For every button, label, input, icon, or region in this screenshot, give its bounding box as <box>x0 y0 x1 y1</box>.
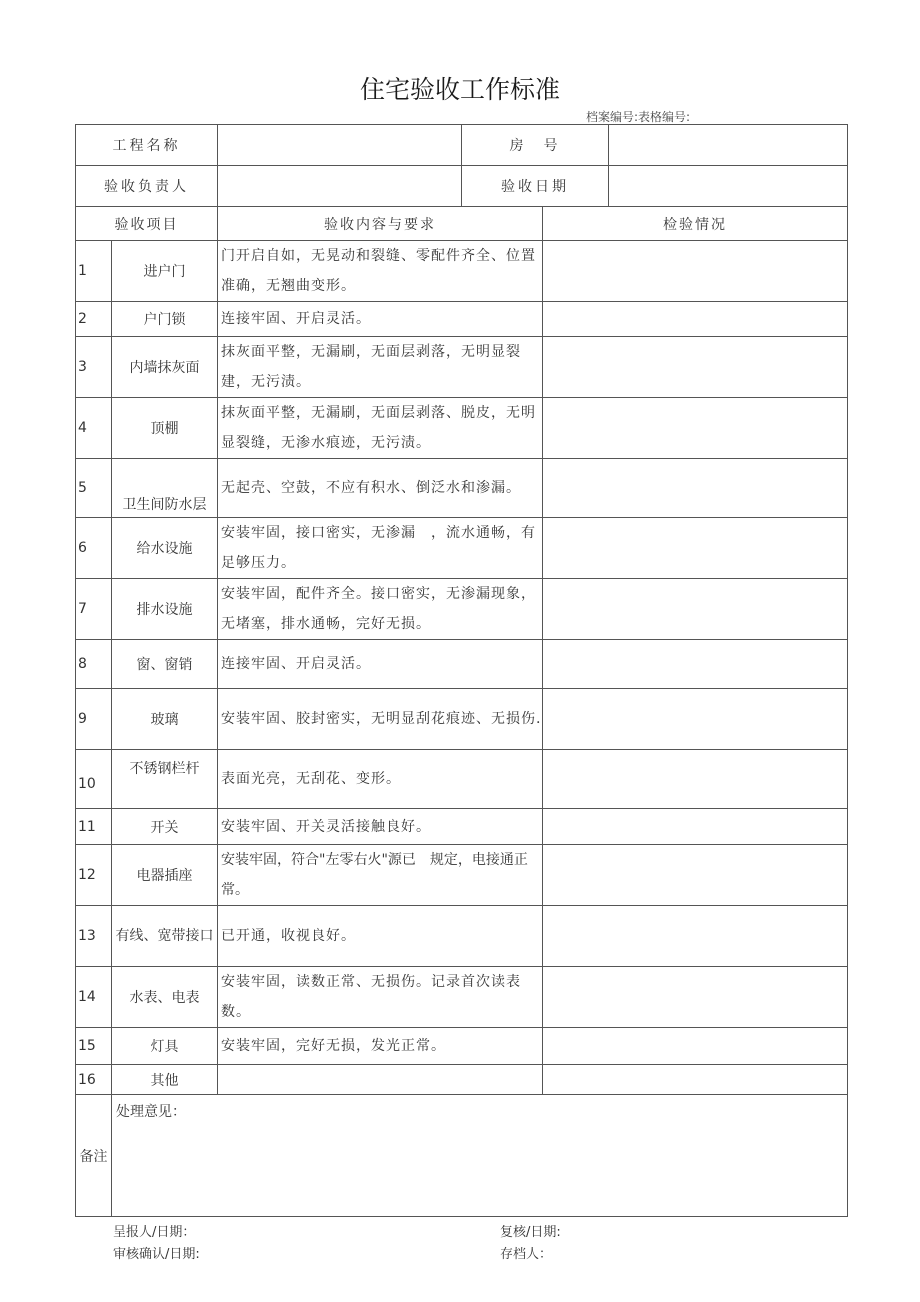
row-result-field[interactable] <box>543 337 848 398</box>
row-item: 卫生间防水层 <box>112 459 218 518</box>
row-number: 1 <box>76 241 112 302</box>
row-result-field[interactable] <box>543 967 848 1028</box>
row-result-field[interactable] <box>543 640 848 689</box>
row-item: 玻璃 <box>112 689 218 750</box>
row-number: 15 <box>76 1028 112 1065</box>
table-row <box>76 689 848 750</box>
remarks-field[interactable] <box>112 1095 848 1217</box>
date-label: 验收日期 <box>462 166 609 207</box>
column-result: 检验情况 <box>543 207 848 241</box>
row-result-field[interactable] <box>543 689 848 750</box>
row-item: 顶棚 <box>112 398 218 459</box>
table-row <box>76 579 848 640</box>
table-row <box>76 1028 848 1065</box>
row-item: 排水设施 <box>112 579 218 640</box>
row-item: 电器插座 <box>112 845 218 906</box>
table-row <box>76 809 848 845</box>
table-row <box>76 906 848 967</box>
row-content: 抹灰面平整，无漏刷，无面层剥落、脱皮，无明显裂缝，无渗水痕迹，无污渍。 <box>218 398 543 459</box>
room-no-label: 房 号 <box>462 125 609 166</box>
row-number: 11 <box>76 809 112 845</box>
row-content: 安装牢固，完好无损，发光正常。 <box>218 1028 543 1065</box>
remarks-label: 备注 <box>76 1095 112 1217</box>
row-item: 进户门 <box>112 241 218 302</box>
row-result-field[interactable] <box>543 1065 848 1095</box>
table-row <box>76 967 848 1028</box>
row-content: 安装牢固，符合"左零右火"源已 规定，电接通正常。 <box>218 845 543 906</box>
row-item: 窗、窗销 <box>112 640 218 689</box>
row-number: 14 <box>76 967 112 1028</box>
project-name-label: 工程名称 <box>76 125 218 166</box>
row-number: 7 <box>76 579 112 640</box>
row-content: 门开启自如，无晃动和裂缝、零配件齐全、位置准确，无翘曲变形。 <box>218 241 543 302</box>
row-item: 水表、电表 <box>112 967 218 1028</box>
remarks-row <box>76 1095 848 1217</box>
row-result-field[interactable] <box>543 241 848 302</box>
table-row <box>76 302 848 337</box>
header-row-inspector <box>76 166 848 207</box>
row-item: 有线、宽带接口 <box>112 906 218 967</box>
row-item: 其他 <box>112 1065 218 1095</box>
acceptance-form-table <box>75 124 848 1217</box>
row-item: 开关 <box>112 809 218 845</box>
row-content: 表面光亮，无刮花、变形。 <box>218 750 543 809</box>
row-number: 9 <box>76 689 112 750</box>
table-row <box>76 337 848 398</box>
row-content: 安装牢固，读数正常、无损伤。记录首次读表数。 <box>218 967 543 1028</box>
row-number: 8 <box>76 640 112 689</box>
table-row <box>76 459 848 518</box>
column-item: 验收项目 <box>76 207 218 241</box>
row-content: 安装牢固，接口密实，无渗漏 ，流水通畅，有足够压力。 <box>218 518 543 579</box>
table-row <box>76 398 848 459</box>
row-content: 已开通，收视良好。 <box>218 906 543 967</box>
row-result-field[interactable] <box>543 845 848 906</box>
archiver-label: 存档人： <box>500 1247 553 1262</box>
row-result-field[interactable] <box>543 518 848 579</box>
row-number: 6 <box>76 518 112 579</box>
table-row <box>76 1065 848 1095</box>
row-item: 给水设施 <box>112 518 218 579</box>
inspector-label: 验收负责人 <box>76 166 218 207</box>
row-result-field[interactable] <box>543 906 848 967</box>
row-item: 内墙抹灰面 <box>112 337 218 398</box>
room-no-field[interactable] <box>609 125 848 166</box>
row-content <box>218 1065 543 1095</box>
table-row <box>76 518 848 579</box>
row-content: 安装牢固、开关灵活接触良好。 <box>218 809 543 845</box>
row-content: 连接牢固、开启灵活。 <box>218 640 543 689</box>
row-number: 4 <box>76 398 112 459</box>
approver-label: 审核确认/日期: <box>113 1247 200 1262</box>
inspector-field[interactable] <box>218 166 462 207</box>
table-row <box>76 241 848 302</box>
header-row-project <box>76 125 848 166</box>
row-result-field[interactable] <box>543 1028 848 1065</box>
table-row <box>76 845 848 906</box>
row-result-field[interactable] <box>543 809 848 845</box>
project-name-field[interactable] <box>218 125 462 166</box>
row-number: 10 <box>76 750 112 809</box>
date-field[interactable] <box>609 166 848 207</box>
row-content: 连接牢固、开启灵活。 <box>218 302 543 337</box>
page-title: 住宅验收工作标准 <box>359 75 560 104</box>
row-content: 安装牢固、胶封密实，无明显刮花痕迹、无损伤. <box>218 689 543 750</box>
column-header-row <box>76 207 848 241</box>
archive-number: 档案编号:表格编号: <box>586 110 691 124</box>
row-result-field[interactable] <box>543 398 848 459</box>
row-result-field[interactable] <box>543 302 848 337</box>
row-number: 12 <box>76 845 112 906</box>
reporter-label: 呈报人/日期： <box>113 1225 196 1240</box>
row-item: 户门锁 <box>112 302 218 337</box>
row-number: 13 <box>76 906 112 967</box>
row-number: 16 <box>76 1065 112 1095</box>
row-number: 3 <box>76 337 112 398</box>
row-item: 灯具 <box>112 1028 218 1065</box>
column-content: 验收内容与要求 <box>218 207 543 241</box>
opinion-label: 处理意见： <box>116 1104 186 1120</box>
table-row <box>76 750 848 809</box>
row-item: 不锈钢栏杆 <box>112 750 218 809</box>
row-number: 2 <box>76 302 112 337</box>
table-row <box>76 640 848 689</box>
row-result-field[interactable] <box>543 579 848 640</box>
row-content: 抹灰面平整，无漏刷，无面层剥落，无明显裂建，无污渍。 <box>218 337 543 398</box>
row-content: 安装牢固，配件齐全。接口密实，无渗漏现象，无堵塞，排水通畅，完好无损。 <box>218 579 543 640</box>
row-result-field[interactable] <box>543 459 848 518</box>
row-result-field[interactable] <box>543 750 848 809</box>
row-content: 无起壳、空鼓，不应有积水、倒泛水和渗漏。 <box>218 459 543 518</box>
row-number: 5 <box>76 459 112 518</box>
reviewer-label: 复核/日期: <box>500 1225 561 1240</box>
